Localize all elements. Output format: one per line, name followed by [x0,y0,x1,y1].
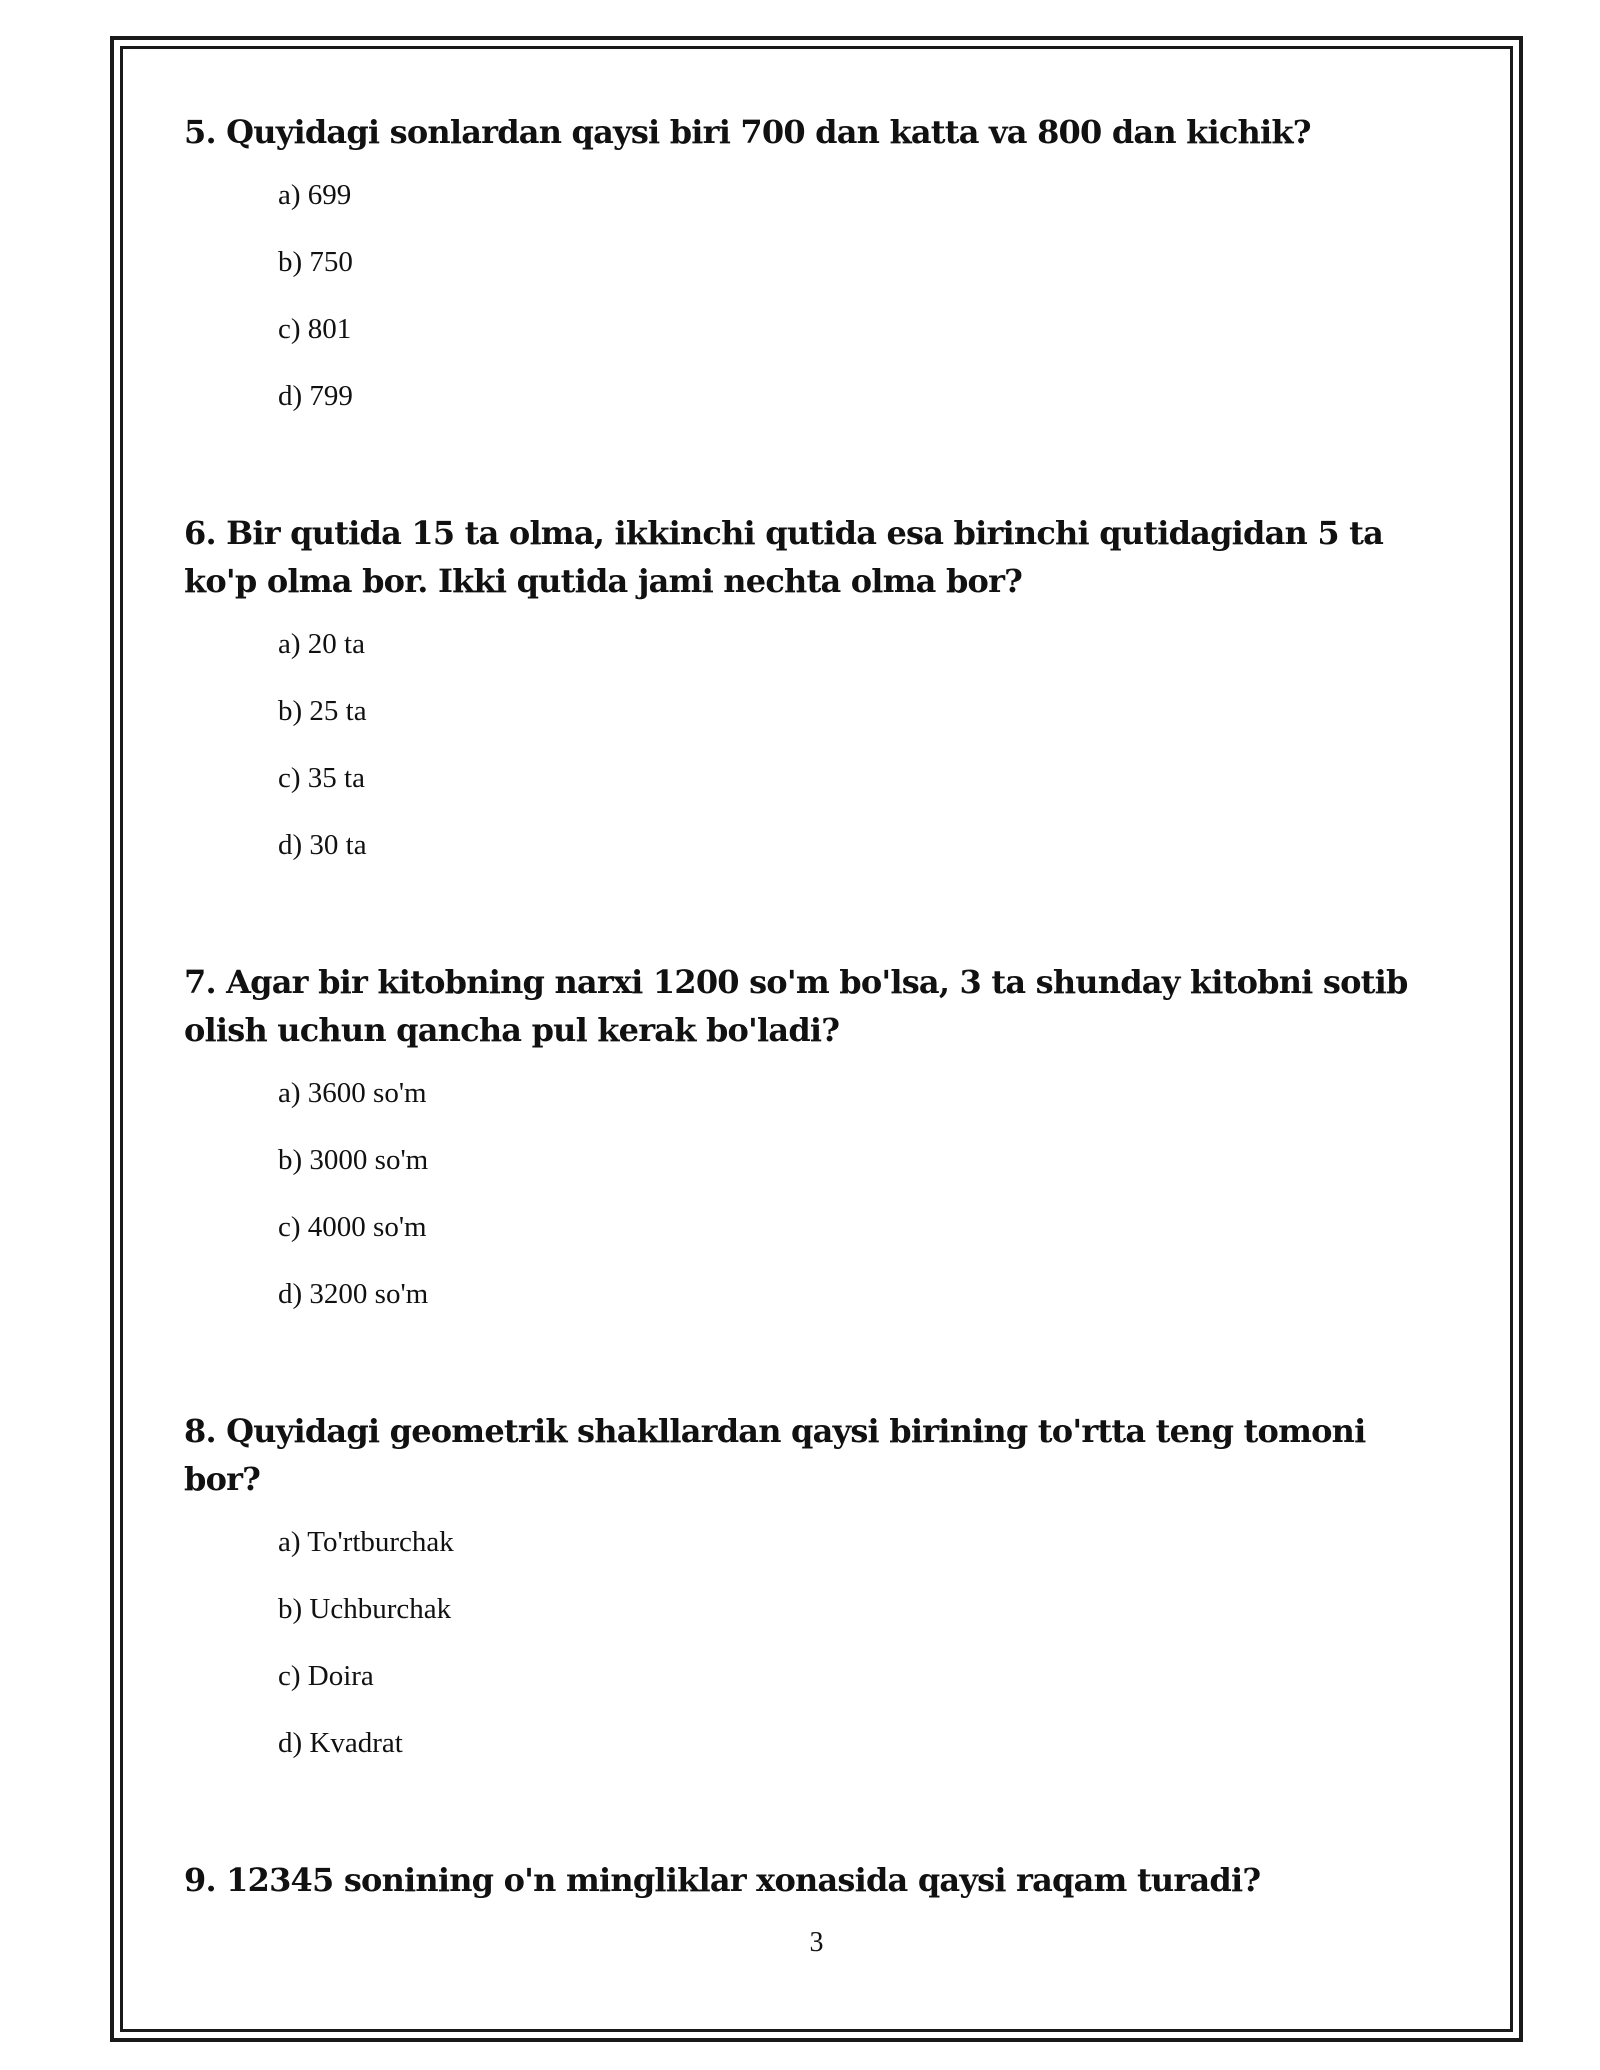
option-b: b) 3000 so'm [278,1144,429,1176]
question-text: 9. 12345 sonining o'n mingliklar xonasida qaysi raqam turadi? [184,1861,1261,1899]
answer-options [278,1525,1444,1760]
question-text: 6. Bir qutida 15 ta olma, ikkinchi qutida esa birinchi qutidagidan 5 ta ko'p olma bor. Ikki qutida jami nechta olma bor? [184,514,1384,600]
option-b: b) Uchburchak [278,1593,452,1625]
answer-options [278,627,1444,862]
option-d: d) 799 [278,380,353,412]
option-a: a) 699 [278,179,352,211]
option-b: b) 25 ta [278,695,367,727]
option-c: c) 801 [278,313,352,345]
question-text: 7. Agar bir kitobning narxi 1200 so'm bo'lsa, 3 ta shunday kitobni sotib olish uchun qancha pul kerak bo'ladi? [184,963,1408,1049]
option-d: d) Kvadrat [278,1727,403,1759]
option-c: c) 4000 so'm [278,1211,427,1243]
option-a: a) To'rtburchak [278,1526,454,1558]
option-a: a) 3600 so'm [278,1077,427,1109]
page-number: 3 [809,1927,824,1958]
question-text: 8. Quyidagi geometrik shakllardan qaysi birining to'rtta teng tomoni bor? [184,1412,1366,1498]
option-c: c) Doira [278,1660,374,1692]
answer-options [278,178,1444,413]
option-a: a) 20 ta [278,628,365,660]
questions-list [184,108,1444,1904]
question-8 [184,1407,1444,1760]
question-9 [184,1856,1444,1904]
question-6 [184,509,1444,862]
question-5 [184,108,1444,413]
answer-options [278,1076,1444,1311]
option-c: c) 35 ta [278,762,365,794]
option-d: d) 3200 so'm [278,1278,429,1310]
question-text: 5. Quyidagi sonlardan qaysi biri 700 dan katta va 800 dan kichik? [184,113,1311,151]
question-7 [184,958,1444,1311]
option-b: b) 750 [278,246,353,278]
option-d: d) 30 ta [278,829,367,861]
